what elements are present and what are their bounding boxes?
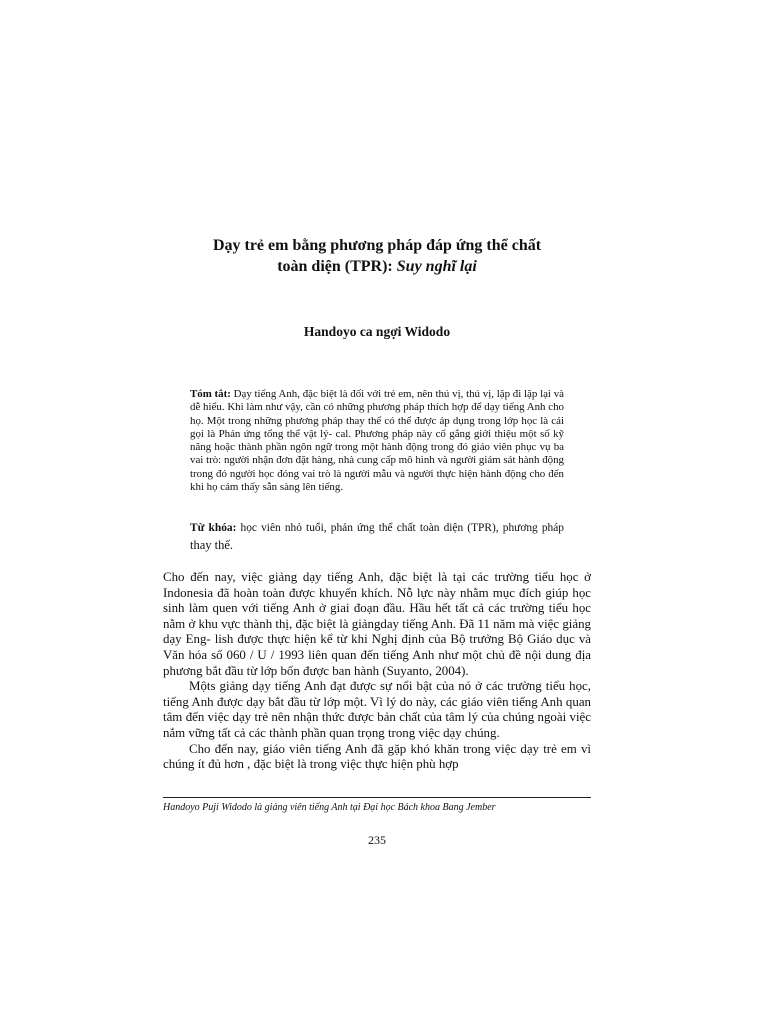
author-line: Handoyo ca ngợi Widodo: [303, 324, 451, 339]
footnote: Handoyo Puji Widodo là giảng viên tiếng Anh tại Đại học Bách khoa Bang Jember: [163, 802, 496, 813]
body-paragraph-3: Cho đến nay, giáo viên tiếng Anh đã gặp khó khăn trong việc dạy trẻ em vì chúng ít đủ hơn , đặc biệt là trong việc thực hiện phù hợp: [163, 741, 591, 772]
body-text: [163, 570, 591, 773]
keywords-label: Từ khóa:: [190, 522, 237, 534]
body-paragraph-2: Mộts giảng dạy tiếng Anh đạt được sự nổi bật của nó ở các trường tiểu học, tiếng Anh được dạy bắt đầu từ lớp một. Vì lý do này, các giáo viên tiếng Anh quan tâm đến việc dạy trẻ nên nhận thức được bản chất của tâm lý của chúng ngoài việc nắm vững tất cả các thành phần quan trọng trong việc dạy chúng.: [163, 679, 591, 740]
title-line-1: Dạy trẻ em bằng phương pháp đáp ứng thể chất: [212, 237, 542, 254]
title-line-2-main: toàn diện (TPR):: [277, 258, 397, 275]
footnote-divider: [163, 797, 591, 798]
keywords-text: học viên nhỏ tuổi, phản ứng thể chất toàn diện (TPR), phương pháp: [236, 522, 564, 534]
article-title: [163, 235, 591, 277]
title-line-2: [163, 256, 591, 277]
page-number: 235: [368, 833, 386, 847]
abstract-label: Tóm tắt:: [190, 388, 231, 400]
abstract-text: Dạy tiếng Anh, đặc biệt là đối với trẻ em, nên thú vị, thú vị, lặp đi lặp lại và dễ hiểu. Khi làm như vậy, cần có những phương pháp thích hợp để dạy tiếng Anh cho họ. Một trong những phương pháp thay thế có thể được áp dụng trong lớp học là cái gọi là Phản ứng tổng thể vật lý- cal. Phương pháp này cố gắng giới thiệu một số kỹ năng hoặc thành phần ngôn ngữ trong một hành động trong đó giáo viên phục vụ ba vai trò: người nhận đơn đặt hàng, nhà cung cấp mô hình và người giám sát hành động trong đó người học đóng vai trò là người mẫu và người thực hiện hành động cho đến khi họ cảm thấy sẵn sàng lên tiếng.: [190, 388, 564, 494]
body-paragraph-1: Cho đến nay, việc giảng dạy tiếng Anh, đặc biệt là tại các trường tiểu học ở Indonesia đã hoàn toàn được khuyến khích. Nỗ lực này nhằm mục đích giúp học sinh làm quen với tiếng Anh ở giai đoạn đầu. Hầu hết tất cả các trường tiểu học nằm ở khu vực thành thị, đặc biệt là giảngday tiếng Anh. Đã 11 năm mà việc giảng dạy Eng- lish được thực hiện kể từ khi Nghị định của Bộ trưởng Bộ Giáo dục và Văn hóa số 060 / U / 1993 liên quan đến tiếng Anh như một chủ đề nội dung địa phương bắt đầu từ lớp bốn được ban hành (Suyanto, 2004).: [163, 570, 591, 678]
abstract: [190, 388, 564, 494]
title-line-2-italic: Suy nghĩ lại: [396, 258, 477, 275]
keywords: [190, 520, 564, 555]
keywords-tail: thay thế.: [190, 538, 234, 552]
